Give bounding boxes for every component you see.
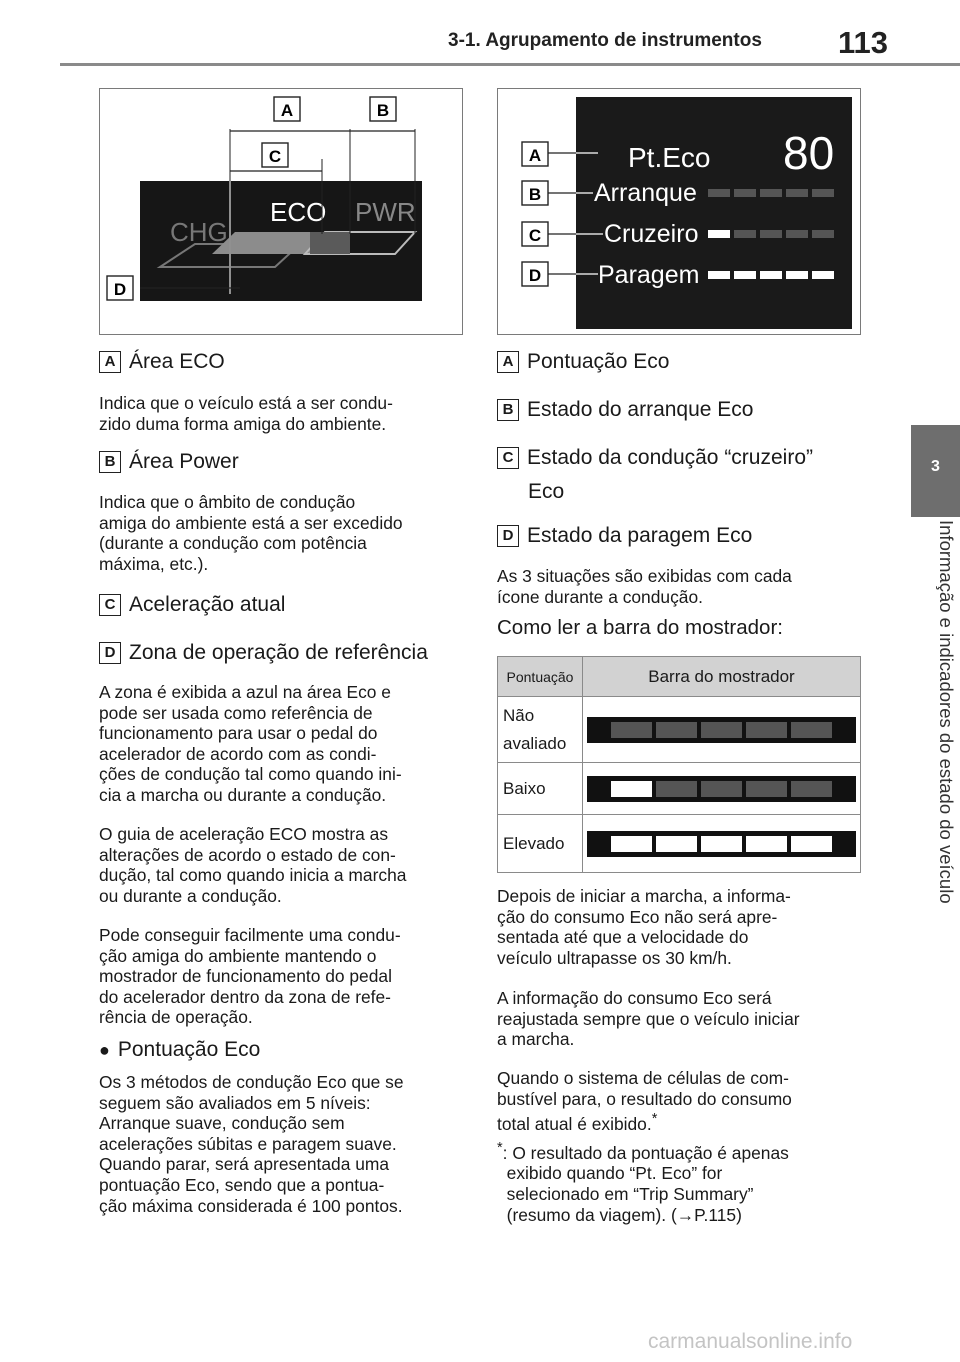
- heading-text: Pontuação Eco: [117, 1038, 261, 1061]
- item-c-aceleracao: [99, 593, 285, 617]
- watermark: carmanualsonline.info: [648, 1330, 853, 1353]
- paragraph-celulas: [497, 1068, 857, 1135]
- page-ref-link[interactable]: P.115): [694, 1204, 742, 1225]
- footnote-mark: *: [651, 1111, 658, 1128]
- bar-segment: [791, 836, 832, 852]
- eco-segment: [734, 271, 756, 279]
- bar-cell: [583, 697, 861, 763]
- col-barra: Barra do mostrador: [583, 657, 861, 697]
- footnote-mark: *: [497, 1140, 503, 1156]
- eco-segment: [812, 189, 834, 197]
- item-title: Estado da paragem Eco: [527, 524, 753, 547]
- item-c-cruzeiro-cont: Eco: [528, 480, 565, 503]
- paragraph-conduta: Pode conseguir facilmente uma condu- ção amiga do ambiente mantendo o mostrador de funcionamento do pedal do acelerador dentro da zona de refe- rência de operação.: [99, 925, 401, 1028]
- bar-display: [587, 776, 856, 802]
- letter-box: A: [99, 351, 121, 373]
- callout-c: C: [528, 226, 542, 245]
- paragraph-text: Quando o sistema de células de com- bustível para, o resultado do consumo total atual é exibido.: [497, 1068, 792, 1134]
- chapter-number: 3: [931, 458, 940, 475]
- letter-box: C: [99, 594, 121, 616]
- footnote: [497, 1138, 857, 1225]
- page-number: 113: [838, 25, 889, 60]
- header-rule: [60, 63, 960, 66]
- row-label: Elevado: [498, 815, 583, 873]
- section-title: 3-1. Agrupamento de instrumentos: [448, 30, 762, 51]
- bar-section-heading: Como ler a barra do mostrador:: [497, 616, 783, 639]
- bar-segment: [611, 781, 652, 797]
- bar-segment: [746, 722, 787, 738]
- item-title: Estado do arranque Eco: [527, 398, 754, 421]
- callout-c: C: [268, 147, 282, 166]
- item-title: Área ECO: [129, 350, 225, 373]
- item-title: Estado da condução “cruzeiro”: [527, 446, 813, 469]
- item-title: Aceleração atual: [129, 593, 286, 616]
- eco-segment: [786, 271, 808, 279]
- row-label: Não avaliado: [498, 697, 583, 763]
- paragraph-zona: A zona é exibida a azul na área Eco e pode ser usada como referência de funcionamento para usar o pedal do acelerador de acordo com as condi- ções de condução tal como quando ini- cia a marcha ou durante a condução.: [99, 682, 402, 805]
- letter-box: B: [99, 451, 121, 473]
- item-c-cruzeiro: [497, 446, 813, 470]
- pt-eco-title: Pt.Eco: [628, 142, 711, 173]
- item-d-paragem: [497, 524, 752, 548]
- chg-label: CHG: [170, 217, 228, 247]
- bar-segment: [656, 836, 697, 852]
- eco-score-text: Os 3 métodos de condução Eco que se seguem são avaliados em 5 níveis: Arranque suave, condução sem acelerações súbitas e paragem suave. Quando parar, será apresentada uma pontuação Eco, sendo que a pontua- ção máxima considerada é 100 pontos.: [99, 1072, 404, 1216]
- arrow-icon: →: [676, 1204, 695, 1225]
- bar-segment: [746, 836, 787, 852]
- bar-display: [587, 831, 856, 857]
- eco-score-figure: [497, 88, 861, 335]
- item-title: Área Power: [129, 450, 239, 473]
- item-b-arranque: [497, 398, 754, 422]
- callout-b: B: [376, 101, 390, 120]
- situations-note: As 3 situações são exibidas com cada ícone durante a condução.: [497, 566, 792, 607]
- item-a-desc: Indica que o veículo está a ser condu- zido duma forma amiga do ambiente.: [99, 393, 393, 434]
- item-a-area-eco: [99, 350, 225, 374]
- eco-indicator-illustration: [100, 89, 462, 334]
- eco-segment: [786, 230, 808, 238]
- bar-segment: [611, 722, 652, 738]
- eco-score-value: 80: [783, 127, 835, 179]
- eco-segment: [786, 189, 808, 197]
- bar-display: [587, 717, 856, 743]
- bar-cell: [583, 763, 861, 815]
- paragraph-reajustada: A informação do consumo Eco será reajustada sempre que o veículo iniciar a marcha.: [497, 988, 800, 1050]
- eco-segment: [708, 271, 730, 279]
- eco-segment: [760, 189, 782, 197]
- bar-segment: [701, 836, 742, 852]
- callout-a: A: [280, 101, 294, 120]
- callout-d: D: [113, 280, 127, 299]
- item-a-pontuacao: [497, 350, 669, 374]
- item-b-desc: Indica que o âmbito de condução amiga do ambiente está a ser excedido (durante a condução com potência máxima, etc.).: [99, 492, 403, 574]
- bar-segment: [791, 722, 832, 738]
- callout-b: B: [528, 185, 542, 204]
- bar-table: [497, 656, 861, 873]
- eco-segment: [812, 230, 834, 238]
- bar-segment: [701, 722, 742, 738]
- row-cruzeiro: Cruzeiro: [604, 220, 699, 248]
- letter-box: B: [497, 399, 519, 421]
- row-paragem: Paragem: [598, 261, 700, 289]
- row-label: Baixo: [498, 763, 583, 815]
- letter-box: A: [497, 351, 519, 373]
- chapter-title: Informação e indicadores do estado do veículo: [936, 520, 957, 904]
- eco-segment: [812, 271, 834, 279]
- eco-segment: [760, 271, 782, 279]
- pwr-label: PWR: [355, 197, 416, 227]
- callout-a: A: [528, 146, 542, 165]
- row-arranque: Arranque: [594, 179, 697, 207]
- eco-score-display: [498, 89, 860, 334]
- bar-segment: [656, 722, 697, 738]
- item-d-zona: [99, 641, 428, 665]
- eco-bar-figure: [99, 88, 463, 335]
- letter-box: D: [497, 525, 519, 547]
- bullet-icon: ●: [99, 1040, 110, 1060]
- eco-segment: [734, 230, 756, 238]
- item-title: Zona de operação de referência: [129, 641, 428, 664]
- bar-segment: [746, 781, 787, 797]
- eco-segment: [708, 189, 730, 197]
- eco-score-heading: [99, 1038, 260, 1062]
- eco-segment: [760, 230, 782, 238]
- bar-segment: [701, 781, 742, 797]
- letter-box: D: [99, 642, 121, 664]
- col-pontuacao: Pontuação: [498, 657, 583, 697]
- paragraph-depois: Depois de iniciar a marcha, a informa- ção do consumo Eco não será apre- sentada até que a velocidade do veículo ultrapasse os 30 km/h.: [497, 886, 791, 968]
- eco-label: ECO: [270, 197, 327, 227]
- footnote-text: : O resultado da pontuação é apenas exibido quando “Pt. Eco” for selecionado em “Trip Summary” (resumo da viagem). (: [502, 1142, 789, 1225]
- callout-d: D: [528, 266, 542, 285]
- item-b-area-power: [99, 450, 239, 474]
- eco-segment: [734, 189, 756, 197]
- letter-box: C: [497, 447, 519, 469]
- bar-segment: [791, 781, 832, 797]
- bar-segment: [656, 781, 697, 797]
- bar-segment: [611, 836, 652, 852]
- eco-segment: [708, 230, 730, 238]
- paragraph-guia: O guia de aceleração ECO mostra as alterações de acordo o estado de con- dução, tal como quando inicia a marcha ou durante a condução.: [99, 824, 407, 906]
- bar-cell: [583, 815, 861, 873]
- item-title: Pontuação Eco: [527, 350, 670, 373]
